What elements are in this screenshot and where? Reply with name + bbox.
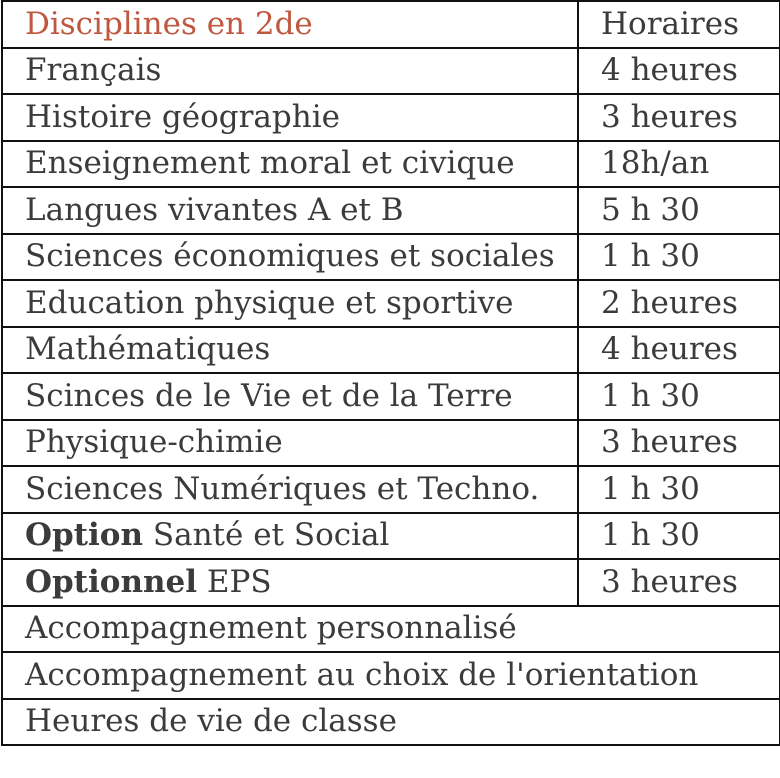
discipline-cell: Sciences économiques et sociales xyxy=(2,234,578,281)
full-width-row xyxy=(2,699,780,746)
hours-cell: 4 heures xyxy=(578,48,780,95)
discipline-cell: Mathématiques xyxy=(2,327,578,374)
discipline-cell: Histoire géographie xyxy=(2,94,578,141)
hours-cell: 3 heures xyxy=(578,559,780,606)
column-header-horaires: Horaires xyxy=(578,1,780,48)
table-row xyxy=(2,187,780,234)
hours-cell: 1 h 30 xyxy=(578,373,780,420)
discipline-cell: Education physique et sportive xyxy=(2,280,578,327)
full-width-cell: Accompagnement au choix de l'orientation xyxy=(2,652,780,699)
hours-cell: 4 heures xyxy=(578,327,780,374)
table-header-row xyxy=(2,1,780,48)
option-row xyxy=(2,513,780,560)
option-row xyxy=(2,559,780,606)
full-width-row xyxy=(2,606,780,653)
table-row xyxy=(2,466,780,513)
option-discipline-cell xyxy=(2,559,578,606)
hours-cell: 5 h 30 xyxy=(578,187,780,234)
table-row xyxy=(2,234,780,281)
hours-cell: 1 h 30 xyxy=(578,513,780,560)
discipline-cell: Scinces de le Vie et de la Terre xyxy=(2,373,578,420)
option-discipline-cell xyxy=(2,513,578,560)
hours-cell: 1 h 30 xyxy=(578,466,780,513)
hours-cell: 18h/an xyxy=(578,141,780,188)
discipline-cell: Sciences Numériques et Techno. xyxy=(2,466,578,513)
discipline-cell: Français xyxy=(2,48,578,95)
discipline-cell: Langues vivantes A et B xyxy=(2,187,578,234)
option-prefix: Option xyxy=(25,517,143,554)
discipline-cell: Physique-chimie xyxy=(2,420,578,467)
table-row xyxy=(2,280,780,327)
schedule-table xyxy=(1,0,780,746)
table-row xyxy=(2,327,780,374)
table-row xyxy=(2,141,780,188)
option-name: Santé et Social xyxy=(143,517,390,554)
table-row xyxy=(2,48,780,95)
column-header-disciplines: Disciplines en 2de xyxy=(2,1,578,48)
option-prefix: Optionnel xyxy=(25,563,198,600)
full-width-cell: Heures de vie de classe xyxy=(2,699,780,746)
table-row xyxy=(2,420,780,467)
full-width-cell: Accompagnement personnalisé xyxy=(2,606,780,653)
option-name: EPS xyxy=(197,563,272,600)
hours-cell: 2 heures xyxy=(578,280,780,327)
table-row xyxy=(2,94,780,141)
discipline-cell: Enseignement moral et civique xyxy=(2,141,578,188)
hours-cell: 3 heures xyxy=(578,420,780,467)
table-row xyxy=(2,373,780,420)
hours-cell: 1 h 30 xyxy=(578,234,780,281)
full-width-row xyxy=(2,652,780,699)
hours-cell: 3 heures xyxy=(578,94,780,141)
